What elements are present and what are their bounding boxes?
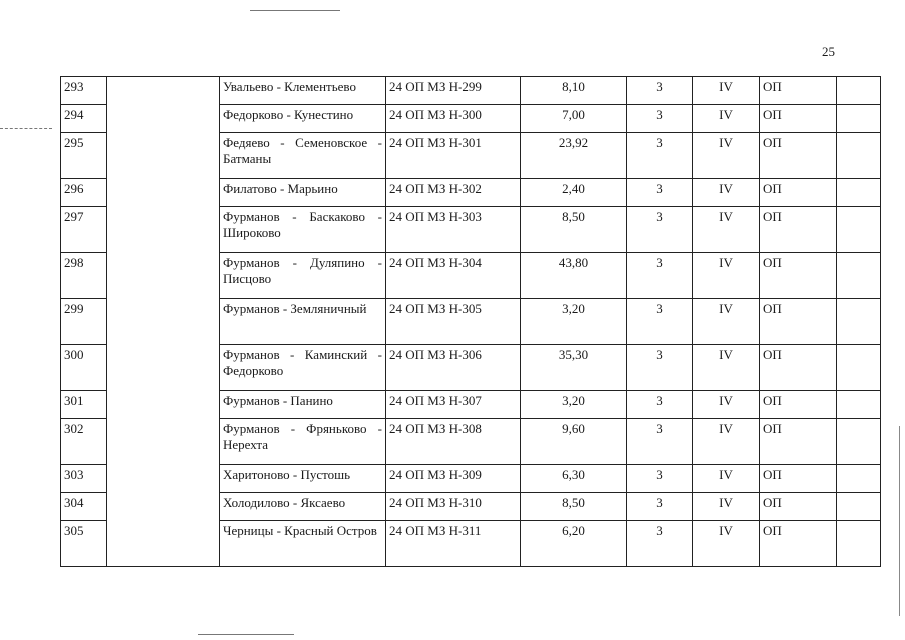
note-cell bbox=[837, 521, 881, 567]
road-length: 7,00 bbox=[521, 105, 627, 133]
road-significance: ОП bbox=[760, 77, 837, 105]
row-number: 305 bbox=[61, 521, 107, 567]
road-class: IV bbox=[693, 133, 760, 179]
roads-table-body bbox=[61, 77, 881, 567]
road-category: 3 bbox=[627, 253, 693, 299]
road-code: 24 ОП МЗ Н-303 bbox=[386, 207, 521, 253]
row-number: 294 bbox=[61, 105, 107, 133]
road-length: 8,10 bbox=[521, 77, 627, 105]
road-name: Фурманов - Панино bbox=[220, 391, 386, 419]
road-category: 3 bbox=[627, 345, 693, 391]
row-number: 293 bbox=[61, 77, 107, 105]
road-name: Холодилово - Яксаево bbox=[220, 493, 386, 521]
road-name: Фурманов - Земляничный bbox=[220, 299, 386, 345]
road-class: IV bbox=[693, 253, 760, 299]
road-category: 3 bbox=[627, 133, 693, 179]
road-name: Фурманов - Дуляпино - Писцово bbox=[220, 253, 386, 299]
road-class: IV bbox=[693, 207, 760, 253]
scan-top-line bbox=[250, 10, 340, 11]
road-name: Черницы - Красный Остров bbox=[220, 521, 386, 567]
road-class: IV bbox=[693, 391, 760, 419]
note-cell bbox=[837, 105, 881, 133]
road-length: 23,92 bbox=[521, 133, 627, 179]
road-length: 6,20 bbox=[521, 521, 627, 567]
road-category: 3 bbox=[627, 105, 693, 133]
row-number: 302 bbox=[61, 419, 107, 465]
note-cell bbox=[837, 391, 881, 419]
road-class: IV bbox=[693, 299, 760, 345]
road-significance: ОП bbox=[760, 133, 837, 179]
road-length: 9,60 bbox=[521, 419, 627, 465]
road-length: 2,40 bbox=[521, 179, 627, 207]
road-significance: ОП bbox=[760, 345, 837, 391]
road-code: 24 ОП МЗ Н-310 bbox=[386, 493, 521, 521]
road-category: 3 bbox=[627, 465, 693, 493]
road-category: 3 bbox=[627, 391, 693, 419]
road-category: 3 bbox=[627, 521, 693, 567]
row-number: 301 bbox=[61, 391, 107, 419]
scan-right-edge-mark bbox=[899, 426, 900, 616]
road-length: 43,80 bbox=[521, 253, 627, 299]
district-cell bbox=[107, 77, 220, 567]
row-number: 300 bbox=[61, 345, 107, 391]
road-class: IV bbox=[693, 493, 760, 521]
road-class: IV bbox=[693, 419, 760, 465]
row-number: 298 bbox=[61, 253, 107, 299]
road-category: 3 bbox=[627, 179, 693, 207]
road-name: Фурманов - Каминский - Федорково bbox=[220, 345, 386, 391]
road-length: 35,30 bbox=[521, 345, 627, 391]
road-code: 24 ОП МЗ Н-302 bbox=[386, 179, 521, 207]
road-name: Харитоново - Пустошь bbox=[220, 465, 386, 493]
road-class: IV bbox=[693, 345, 760, 391]
road-code: 24 ОП МЗ Н-299 bbox=[386, 77, 521, 105]
road-name: Филатово - Марьино bbox=[220, 179, 386, 207]
road-code: 24 ОП МЗ Н-308 bbox=[386, 419, 521, 465]
road-significance: ОП bbox=[760, 253, 837, 299]
road-length: 8,50 bbox=[521, 493, 627, 521]
road-code: 24 ОП МЗ Н-304 bbox=[386, 253, 521, 299]
note-cell bbox=[837, 133, 881, 179]
road-significance: ОП bbox=[760, 465, 837, 493]
row-number: 304 bbox=[61, 493, 107, 521]
table-row bbox=[61, 77, 881, 105]
roads-table bbox=[60, 76, 881, 567]
road-code: 24 ОП МЗ Н-300 bbox=[386, 105, 521, 133]
road-category: 3 bbox=[627, 207, 693, 253]
note-cell bbox=[837, 77, 881, 105]
page-number: 25 bbox=[822, 44, 835, 59]
road-category: 3 bbox=[627, 299, 693, 345]
road-category: 3 bbox=[627, 419, 693, 465]
road-code: 24 ОП МЗ Н-306 bbox=[386, 345, 521, 391]
road-significance: ОП bbox=[760, 493, 837, 521]
road-length: 8,50 bbox=[521, 207, 627, 253]
road-category: 3 bbox=[627, 493, 693, 521]
road-significance: ОП bbox=[760, 207, 837, 253]
road-class: IV bbox=[693, 77, 760, 105]
road-class: IV bbox=[693, 105, 760, 133]
road-name: Федяево - Семеновское - Батманы bbox=[220, 133, 386, 179]
road-class: IV bbox=[693, 465, 760, 493]
road-significance: ОП bbox=[760, 521, 837, 567]
road-class: IV bbox=[693, 521, 760, 567]
row-number: 297 bbox=[61, 207, 107, 253]
road-name: Фурманов - Баскаково - Широково bbox=[220, 207, 386, 253]
note-cell bbox=[837, 207, 881, 253]
row-number: 299 bbox=[61, 299, 107, 345]
scan-bottom-line bbox=[198, 634, 294, 635]
road-significance: ОП bbox=[760, 391, 837, 419]
scan-left-dash bbox=[0, 128, 52, 129]
note-cell bbox=[837, 419, 881, 465]
road-name: Фурманов - Фряньково - Нерехта bbox=[220, 419, 386, 465]
row-number: 295 bbox=[61, 133, 107, 179]
road-category: 3 bbox=[627, 77, 693, 105]
note-cell bbox=[837, 179, 881, 207]
road-significance: ОП bbox=[760, 299, 837, 345]
road-class: IV bbox=[693, 179, 760, 207]
road-length: 6,30 bbox=[521, 465, 627, 493]
road-code: 24 ОП МЗ Н-301 bbox=[386, 133, 521, 179]
note-cell bbox=[837, 493, 881, 521]
road-length: 3,20 bbox=[521, 391, 627, 419]
road-significance: ОП bbox=[760, 105, 837, 133]
row-number: 303 bbox=[61, 465, 107, 493]
road-length: 3,20 bbox=[521, 299, 627, 345]
road-name: Увальево - Клементьево bbox=[220, 77, 386, 105]
road-significance: ОП bbox=[760, 179, 837, 207]
road-significance: ОП bbox=[760, 419, 837, 465]
note-cell bbox=[837, 345, 881, 391]
road-code: 24 ОП МЗ Н-305 bbox=[386, 299, 521, 345]
road-code: 24 ОП МЗ Н-307 bbox=[386, 391, 521, 419]
note-cell bbox=[837, 299, 881, 345]
road-code: 24 ОП МЗ Н-311 bbox=[386, 521, 521, 567]
road-name: Федорково - Кунестино bbox=[220, 105, 386, 133]
note-cell bbox=[837, 465, 881, 493]
row-number: 296 bbox=[61, 179, 107, 207]
road-code: 24 ОП МЗ Н-309 bbox=[386, 465, 521, 493]
note-cell bbox=[837, 253, 881, 299]
